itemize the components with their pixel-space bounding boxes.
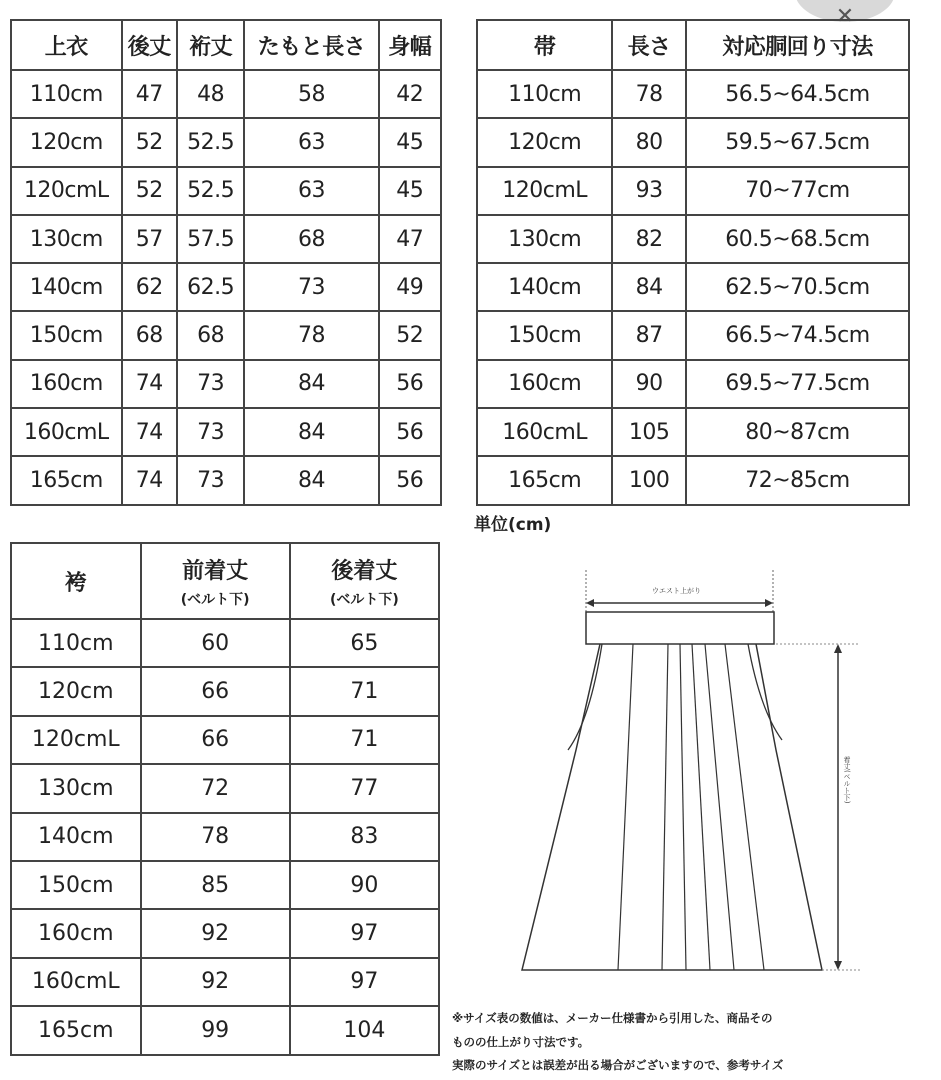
value-cell: 80~87cm: [686, 408, 909, 456]
table-row: [11, 909, 439, 957]
value-cell: 45: [379, 118, 441, 166]
value-cell: 56: [379, 408, 441, 456]
header-main: 後着丈: [331, 558, 398, 584]
value-cell: 45: [379, 167, 441, 215]
size-cell: 130cm: [11, 764, 141, 812]
unit-label: 単位(cm): [474, 515, 552, 535]
size-cell: 140cm: [477, 263, 612, 311]
header-cell: たもと長さ: [244, 20, 378, 70]
value-cell: 74: [122, 408, 177, 456]
value-cell: 52: [122, 118, 177, 166]
size-cell: 110cm: [477, 70, 612, 118]
length-label: 着丈(ベルト下): [843, 756, 851, 804]
size-cell: 120cm: [11, 118, 122, 166]
table-row: [11, 456, 441, 504]
size-cell: 160cm: [11, 360, 122, 408]
value-cell: 71: [290, 667, 439, 715]
value-cell: 104: [290, 1006, 439, 1054]
table-row: [11, 716, 439, 764]
value-cell: 78: [141, 813, 290, 861]
size-cell: 120cmL: [477, 167, 612, 215]
value-cell: 74: [122, 456, 177, 504]
value-cell: 71: [290, 716, 439, 764]
header-sub: (ベルト下): [180, 591, 250, 608]
table-row: [11, 118, 441, 166]
size-cell: 150cm: [11, 861, 141, 909]
value-cell: 47: [122, 70, 177, 118]
note-line-2: ものの仕上がり寸法です。: [452, 1035, 590, 1049]
table-row: [11, 70, 441, 118]
value-cell: 100: [612, 456, 686, 504]
size-cell: 140cm: [11, 263, 122, 311]
header-cell: [290, 543, 439, 619]
value-cell: 66.5~74.5cm: [686, 311, 909, 359]
value-cell: 62.5: [177, 263, 245, 311]
value-cell: 84: [244, 408, 378, 456]
table-row: [11, 813, 439, 861]
table-row: [11, 360, 441, 408]
value-cell: 97: [290, 958, 439, 1006]
value-cell: 49: [379, 263, 441, 311]
size-cell: 120cm: [11, 667, 141, 715]
table-row: [477, 167, 909, 215]
value-cell: 58: [244, 70, 378, 118]
value-cell: 68: [244, 215, 378, 263]
value-cell: 47: [379, 215, 441, 263]
value-cell: 62.5~70.5cm: [686, 263, 909, 311]
close-icon: ✕: [835, 4, 855, 29]
value-cell: 60.5~68.5cm: [686, 215, 909, 263]
table-row: [477, 408, 909, 456]
value-cell: 62: [122, 263, 177, 311]
obi-size-table: [476, 19, 910, 506]
table-row: [477, 70, 909, 118]
size-cell: 140cm: [11, 813, 141, 861]
value-cell: 77: [290, 764, 439, 812]
size-cell: 120cmL: [11, 716, 141, 764]
value-cell: 72~85cm: [686, 456, 909, 504]
size-cell: 160cmL: [477, 408, 612, 456]
size-cell: 160cm: [477, 360, 612, 408]
value-cell: 48: [177, 70, 245, 118]
header-main: 前着丈: [182, 558, 249, 584]
value-cell: 84: [244, 456, 378, 504]
size-cell: 130cm: [477, 215, 612, 263]
value-cell: 59.5~67.5cm: [686, 118, 909, 166]
table-row: [11, 861, 439, 909]
table-row: [11, 1006, 439, 1054]
header-cell: [11, 543, 141, 619]
value-cell: 56: [379, 456, 441, 504]
hakama-diagram-svg: [520, 560, 880, 980]
header-cell: 長さ: [612, 20, 686, 70]
value-cell: 99: [141, 1006, 290, 1054]
table-row: [477, 456, 909, 504]
size-cell: 150cm: [477, 311, 612, 359]
value-cell: 85: [141, 861, 290, 909]
value-cell: 90: [290, 861, 439, 909]
value-cell: 82: [612, 215, 686, 263]
table-row: [11, 667, 439, 715]
value-cell: 56: [379, 360, 441, 408]
jacket-size-table: [10, 19, 442, 506]
size-cell: 165cm: [11, 456, 122, 504]
value-cell: 68: [177, 311, 245, 359]
value-cell: 83: [290, 813, 439, 861]
value-cell: 66: [141, 667, 290, 715]
header-cell: 対応胴回り寸法: [686, 20, 909, 70]
header-row: [477, 20, 909, 70]
size-cell: 120cm: [477, 118, 612, 166]
header-main: 袴: [64, 570, 87, 596]
value-cell: 66: [141, 716, 290, 764]
size-cell: 160cm: [11, 909, 141, 957]
table-row: [11, 764, 439, 812]
table-row: [11, 958, 439, 1006]
table-row: [11, 408, 441, 456]
header-cell: 身幅: [379, 20, 441, 70]
value-cell: 84: [612, 263, 686, 311]
value-cell: 56.5~64.5cm: [686, 70, 909, 118]
note-line-3: 実際のサイズとは誤差が出る場合がございますので、参考サイズ: [452, 1058, 784, 1072]
size-cell: 130cm: [11, 215, 122, 263]
value-cell: 57.5: [177, 215, 245, 263]
size-cell: 110cm: [11, 70, 122, 118]
value-cell: 90: [612, 360, 686, 408]
size-cell: 150cm: [11, 311, 122, 359]
table-row: [477, 215, 909, 263]
value-cell: 84: [244, 360, 378, 408]
size-cell: 165cm: [477, 456, 612, 504]
header-cell: 裄丈: [177, 20, 245, 70]
value-cell: 97: [290, 909, 439, 957]
value-cell: 65: [290, 619, 439, 667]
value-cell: 73: [177, 408, 245, 456]
value-cell: 63: [244, 167, 378, 215]
header-cell: 後丈: [122, 20, 177, 70]
table-row: [477, 311, 909, 359]
table-row: [11, 311, 441, 359]
table-row: [477, 118, 909, 166]
value-cell: 68: [122, 311, 177, 359]
hakama-size-table: [10, 542, 440, 1056]
table-row: [11, 619, 439, 667]
value-cell: 52.5: [177, 167, 245, 215]
value-cell: 92: [141, 958, 290, 1006]
table-row: [11, 215, 441, 263]
value-cell: 69.5~77.5cm: [686, 360, 909, 408]
table-row: [477, 360, 909, 408]
value-cell: 52: [122, 167, 177, 215]
size-cell: 160cmL: [11, 408, 122, 456]
header-row: [11, 20, 441, 70]
note-line-1: ※サイズ表の数値は、メーカー仕様書から引用した、商品その: [452, 1011, 773, 1025]
value-cell: 60: [141, 619, 290, 667]
size-cell: 110cm: [11, 619, 141, 667]
value-cell: 78: [244, 311, 378, 359]
header-cell: [141, 543, 290, 619]
value-cell: 73: [177, 360, 245, 408]
table-row: [477, 263, 909, 311]
value-cell: 57: [122, 215, 177, 263]
value-cell: 70~77cm: [686, 167, 909, 215]
value-cell: 78: [612, 70, 686, 118]
value-cell: 73: [244, 263, 378, 311]
value-cell: 52.5: [177, 118, 245, 166]
value-cell: 87: [612, 311, 686, 359]
table-row: [11, 263, 441, 311]
waist-label: ウエスト上がり: [652, 587, 701, 595]
header-cell: 上衣: [11, 20, 122, 70]
size-cell: 160cmL: [11, 958, 141, 1006]
value-cell: 73: [177, 456, 245, 504]
header-row: [11, 543, 439, 619]
table-row: [11, 167, 441, 215]
value-cell: 42: [379, 70, 441, 118]
header-cell: 帯: [477, 20, 612, 70]
header-sub: (ベルト下): [329, 591, 399, 608]
value-cell: 105: [612, 408, 686, 456]
value-cell: 80: [612, 118, 686, 166]
value-cell: 72: [141, 764, 290, 812]
value-cell: 74: [122, 360, 177, 408]
size-cell: 165cm: [11, 1006, 141, 1054]
size-cell: 120cmL: [11, 167, 122, 215]
value-cell: 93: [612, 167, 686, 215]
hakama-diagram: [520, 560, 880, 980]
value-cell: 92: [141, 909, 290, 957]
value-cell: 63: [244, 118, 378, 166]
value-cell: 52: [379, 311, 441, 359]
